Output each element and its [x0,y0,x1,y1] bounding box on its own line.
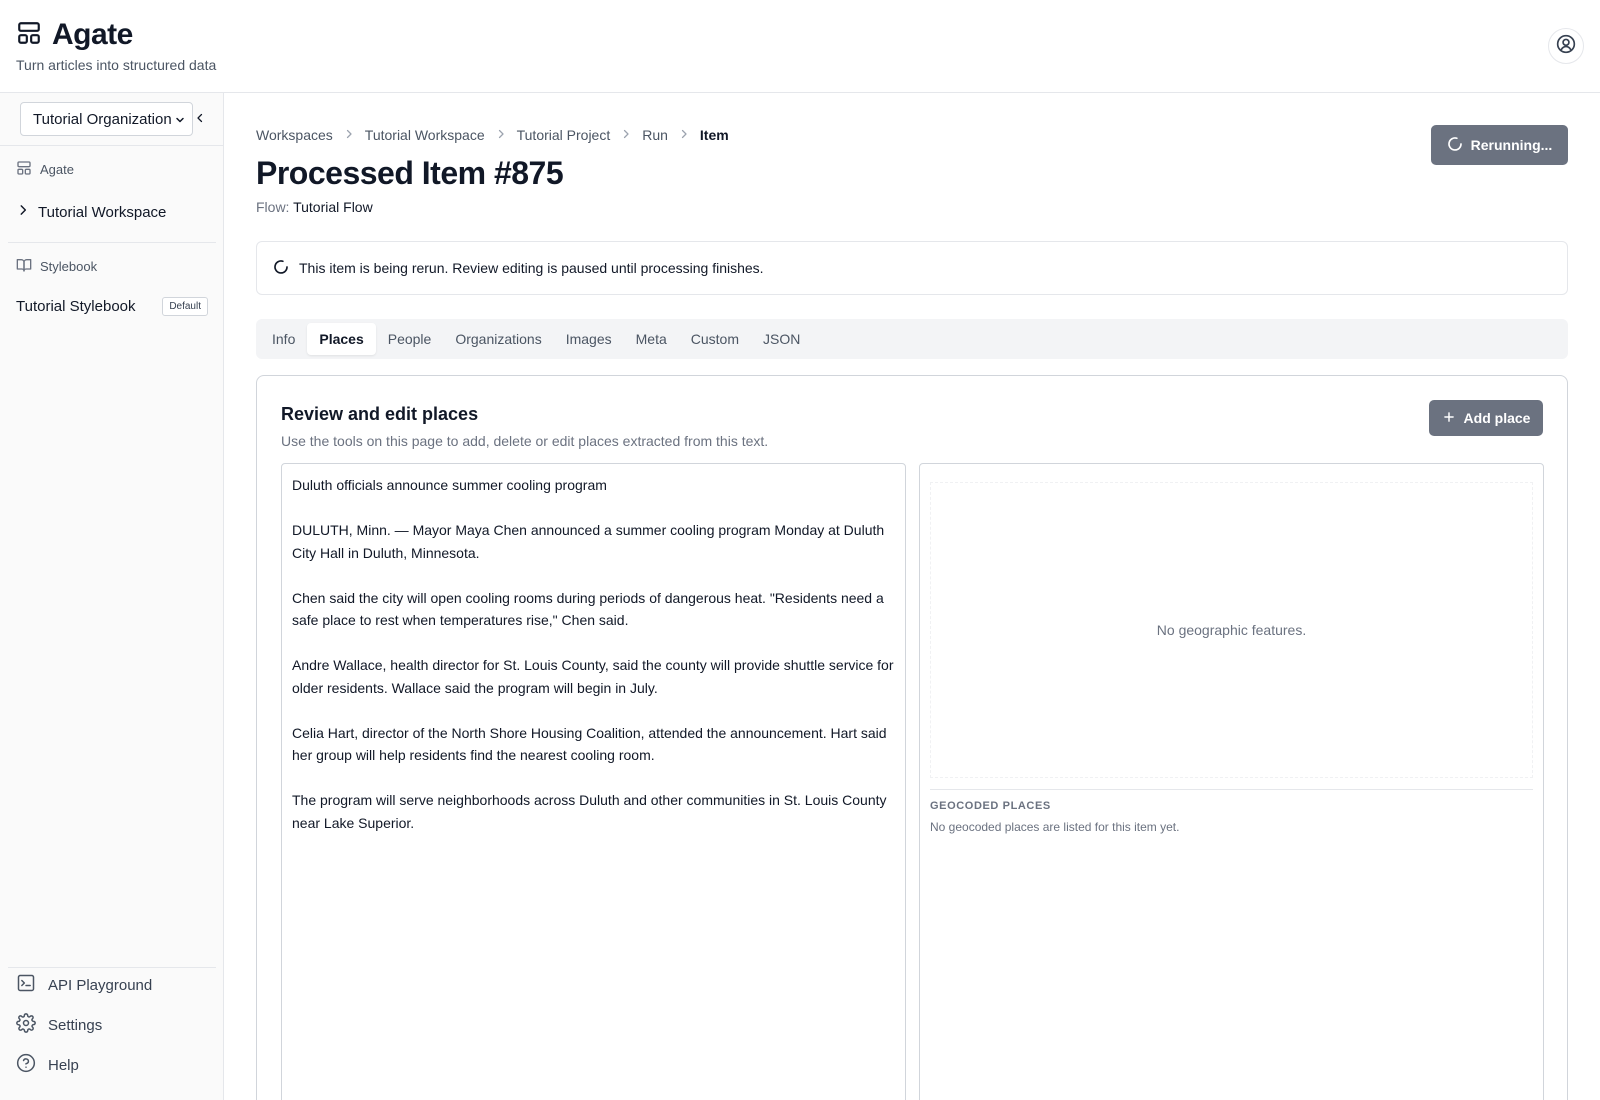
sidebar-item-label: API Playground [48,976,153,994]
layout-icon [16,160,32,179]
flow-label: Flow: [256,199,290,215]
tab-custom[interactable]: Custom [690,331,739,347]
rerun-button-label: Rerunning... [1470,137,1553,153]
breadcrumb-workspace[interactable]: Tutorial Workspace [364,127,485,143]
layout-logo-icon [16,20,42,51]
plus-icon [1442,410,1456,427]
tab-people[interactable]: People [387,331,432,347]
sidebar-item-help[interactable] [16,1053,79,1077]
geocoded-places-empty: No geocoded places are listed for this item yet. [930,820,1180,834]
sidebar [0,93,224,1100]
add-place-button[interactable] [1429,400,1543,436]
geocoded-places-label: GEOCODED PLACES [930,800,1051,812]
item-tabs [256,319,1568,359]
sidebar-section-label: Stylebook [40,259,98,274]
sidebar-item-settings[interactable] [16,1013,102,1037]
breadcrumb [256,127,729,143]
loader-icon [273,259,289,278]
article-paragraph: The program will serve neighborhoods across Duluth and other communities in St. Louis County near Lake Superior. [292,792,887,831]
chevron-right-icon [343,127,355,143]
breadcrumb-workspaces[interactable]: Workspaces [256,127,333,143]
chevron-right-icon [495,127,507,143]
user-menu-button[interactable] [1548,28,1584,64]
rerun-notice [256,241,1568,295]
sidebar-section-label: Agate [40,162,74,177]
breadcrumb-project[interactable]: Tutorial Project [516,127,611,143]
tab-places[interactable]: Places [307,323,375,355]
sidebar-section-agate [16,160,74,179]
tab-info[interactable]: Info [272,331,296,347]
app-title: Agate [52,18,133,51]
breadcrumb-item: Item [699,127,729,143]
add-place-label: Add place [1463,410,1531,426]
collapse-sidebar-button[interactable] [194,111,206,130]
sidebar-item-label: Tutorial Stylebook [16,298,136,315]
sidebar-divider [0,145,223,146]
article-paragraph: DULUTH, Minn. — Mayor Maya Chen announced a summer cooling program Monday at Duluth City Hall in Duluth, Minnesota. [292,522,885,561]
user-circle-icon [1556,34,1576,59]
organization-select-value: Tutorial Organization [33,110,172,128]
sidebar-item-workspace[interactable] [16,203,166,221]
flow-name[interactable]: Tutorial Flow [293,199,373,215]
sidebar-divider [8,242,216,243]
chevron-right-icon [678,127,690,143]
chevron-right-icon [620,127,632,143]
chevron-down-icon [174,113,186,130]
sidebar-item-label: Tutorial Workspace [38,203,167,221]
book-open-icon [16,257,32,276]
app-subtitle: Turn articles into structured data [16,57,217,73]
main-content [224,93,1600,1100]
map-panel [919,463,1544,1100]
flow-info [256,199,373,215]
chevron-left-icon [194,112,206,129]
sidebar-item-api-playground[interactable] [16,973,152,997]
loader-icon [1447,136,1463,155]
places-title: Review and edit places [281,404,479,424]
places-description: Use the tools on this page to add, delete or edit places extracted from this text. [281,433,769,449]
map-area[interactable] [930,482,1533,778]
tab-meta[interactable]: Meta [635,331,667,347]
map-divider [930,789,1533,790]
gear-icon [16,1013,36,1037]
map-empty-message: No geographic features. [1156,622,1307,638]
article-paragraph: Chen said the city will open cooling rooms during periods of dangerous heat. "Residents need a safe place to rest when temperatures rise," Chen said. [292,589,884,628]
chevron-right-icon [16,203,30,221]
tab-organizations[interactable]: Organizations [455,331,542,347]
help-circle-icon [16,1053,36,1077]
sidebar-divider [8,967,216,968]
article-paragraph: Duluth officials announce summer cooling program [292,477,607,493]
article-paragraph: Andre Wallace, health director for St. Louis County, said the county will provide shuttle service for older residents. Wallace said the program will begin in July. [292,657,894,696]
app-header [0,0,1600,93]
notice-text: This item is being rerun. Review editing is paused until processing finishes. [299,260,764,276]
places-card [256,375,1568,1100]
page-title: Processed Item #875 [256,155,564,191]
sidebar-section-stylebook [16,257,97,276]
sidebar-item-label: Help [48,1056,79,1074]
brand[interactable] [16,18,133,52]
sidebar-item-stylebook[interactable] [16,297,208,316]
article-text-panel[interactable] [281,463,906,1100]
organization-select[interactable] [20,102,193,136]
rerun-button[interactable] [1431,125,1568,165]
sidebar-item-label: Settings [48,1016,103,1034]
tab-images[interactable]: Images [565,331,612,347]
default-badge: Default [162,297,208,316]
article-paragraph: Celia Hart, director of the North Shore Housing Coalition, attended the announcement. Hart said her group will help residents find the nearest cooling room. [292,724,887,763]
tab-json[interactable]: JSON [763,331,801,347]
breadcrumb-run[interactable]: Run [642,127,668,143]
terminal-icon [16,973,36,997]
